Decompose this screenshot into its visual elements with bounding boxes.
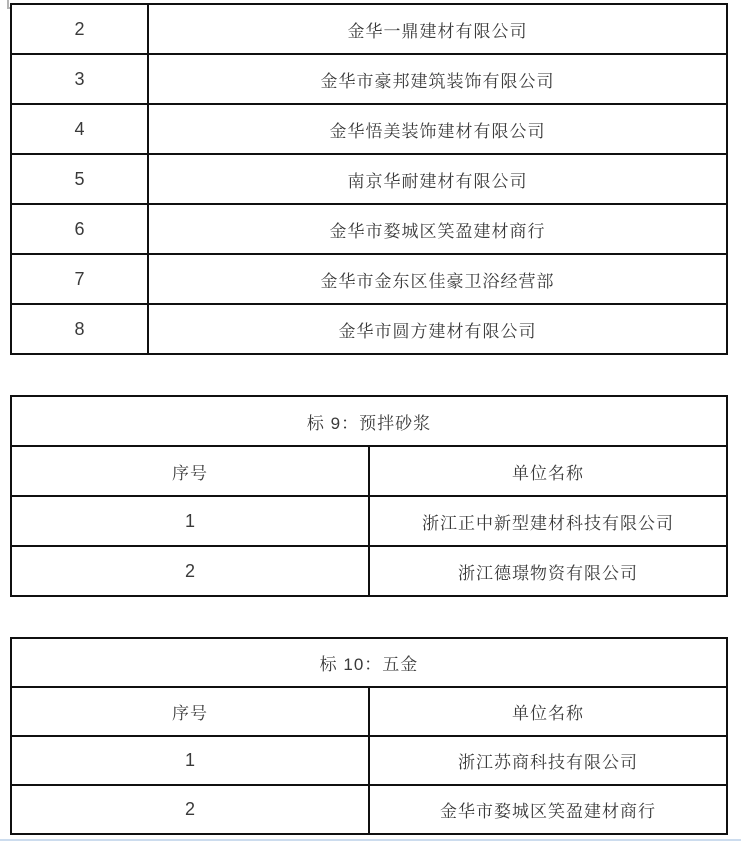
table-row	[11, 736, 727, 785]
serial-cell: 2	[11, 785, 369, 834]
table-row	[11, 4, 727, 54]
company-cell: 金华悟美装饰建材有限公司	[148, 104, 727, 154]
table-title-row	[11, 396, 727, 446]
header-company: 单位名称	[369, 687, 727, 736]
company-cell: 金华市豪邦建筑装饰有限公司	[148, 54, 727, 104]
table-row	[11, 496, 727, 546]
company-cell: 金华市婺城区笑盈建材商行	[369, 785, 727, 834]
table-header-row	[11, 446, 727, 496]
header-company: 单位名称	[369, 446, 727, 496]
serial-cell: 1	[11, 736, 369, 785]
company-cell: 浙江苏商科技有限公司	[369, 736, 727, 785]
table-title: 标 9：预拌砂浆	[11, 396, 727, 446]
serial-cell: 3	[11, 54, 148, 104]
company-cell: 金华市婺城区笑盈建材商行	[148, 204, 727, 254]
table-row	[11, 154, 727, 204]
company-cell: 金华一鼎建材有限公司	[148, 4, 727, 54]
serial-cell: 2	[11, 546, 369, 596]
company-cell: 浙江德璟物资有限公司	[369, 546, 727, 596]
header-serial: 序号	[11, 446, 369, 496]
serial-cell: 6	[11, 204, 148, 254]
company-cell: 浙江正中新型建材科技有限公司	[369, 496, 727, 546]
bid9-table	[10, 395, 728, 597]
serial-cell: 5	[11, 154, 148, 204]
table-row	[11, 304, 727, 354]
table-row	[11, 546, 727, 596]
serial-cell: 2	[11, 4, 148, 54]
table-title-row	[11, 638, 727, 687]
table-row	[11, 785, 727, 834]
table-row	[11, 54, 727, 104]
company-cell: 南京华耐建材有限公司	[148, 154, 727, 204]
serial-cell: 7	[11, 254, 148, 304]
table-row	[11, 204, 727, 254]
header-serial: 序号	[11, 687, 369, 736]
table-row	[11, 254, 727, 304]
serial-cell: 4	[11, 104, 148, 154]
table-header-row	[11, 687, 727, 736]
serial-cell: 1	[11, 496, 369, 546]
company-cell: 金华市圆方建材有限公司	[148, 304, 727, 354]
serial-cell: 8	[11, 304, 148, 354]
company-cell: 金华市金东区佳豪卫浴经营部	[148, 254, 727, 304]
vendor-table-continued	[10, 3, 728, 355]
table-title: 标 10：五金	[11, 638, 727, 687]
table-row	[11, 104, 727, 154]
bid10-table	[10, 637, 728, 835]
window-edge-line	[0, 839, 741, 841]
